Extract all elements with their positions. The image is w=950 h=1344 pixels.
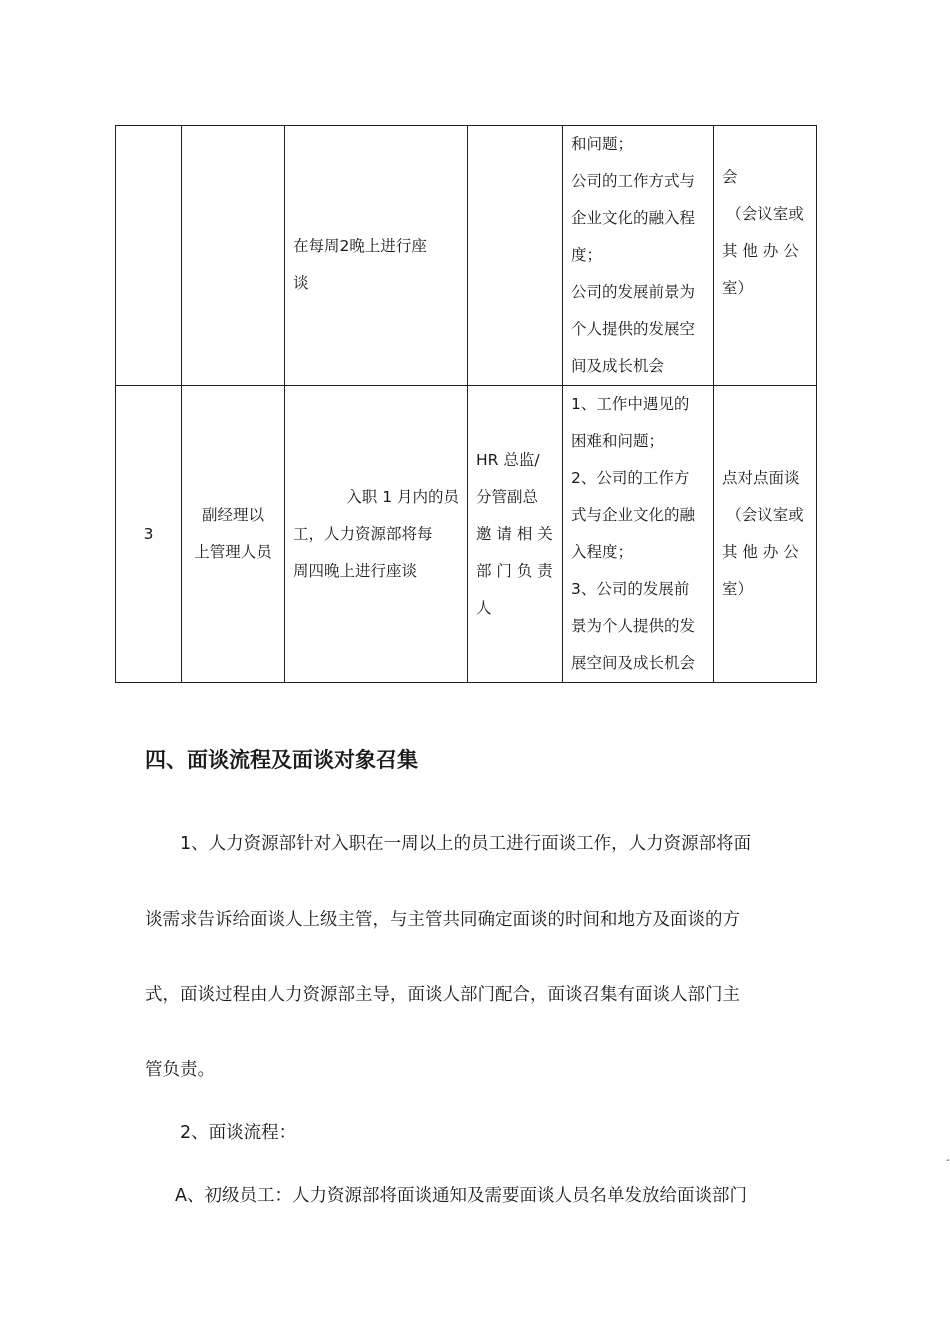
paragraph-line: A、初级员工：人力资源部将面谈通知及需要面谈人员名单发放给面谈部门: [175, 1186, 747, 1206]
paragraph-line: 2、面谈流程：: [180, 1123, 297, 1143]
cell-number: 3: [116, 386, 182, 683]
paragraph-line: 谈需求告诉给面谈人上级主管，与主管共同确定面谈的时间和地方及面谈的方: [145, 910, 740, 930]
cell-level: 副经理以 上管理人员: [182, 386, 285, 683]
cell-content: 1、工作中遇见的 困难和问题； 2、公司的工作方 式与企业文化的融 入程度； 3、公司的发展前 景为个人提供的发 展空间及成长机会: [563, 386, 714, 683]
cell-level: [182, 126, 285, 386]
table-row: [116, 386, 817, 683]
cell-form: 点对点面谈 （会议室或 其 他 办 公 室）: [714, 386, 817, 683]
table-row: [116, 126, 817, 386]
cell-form: 会 （会议室或 其 他 办 公 室）: [714, 126, 817, 386]
paragraph-line: 式，面谈过程由人力资源部主导，面谈人部门配合，面谈召集有面谈人部门主: [145, 985, 740, 1005]
cell-number: [116, 126, 182, 386]
interview-schedule-table: [115, 125, 817, 683]
paragraph-line: 管负责。: [145, 1060, 215, 1080]
paragraph-line: 1、人力资源部针对入职在一周以上的员工进行面谈工作，人力资源部将面: [180, 834, 752, 854]
cell-content: 和问题； 公司的工作方式与 企业文化的融入程 度； 公司的发展前景为 个人提供的发展空 间及成长机会: [563, 126, 714, 386]
cell-host: [468, 126, 563, 386]
cell-time: 在每周2晚上进行座 谈: [285, 126, 468, 386]
section-heading: 四、面谈流程及面谈对象召集: [145, 748, 418, 772]
cell-host: HR 总监/ 分管副总 邀 请 相 关 部 门 负 责 人: [468, 386, 563, 683]
cell-time: 入职 1 月内的员 工，人力资源部将每 周四晚上进行座谈: [285, 386, 468, 683]
stray-mark: -: [946, 1155, 950, 1166]
